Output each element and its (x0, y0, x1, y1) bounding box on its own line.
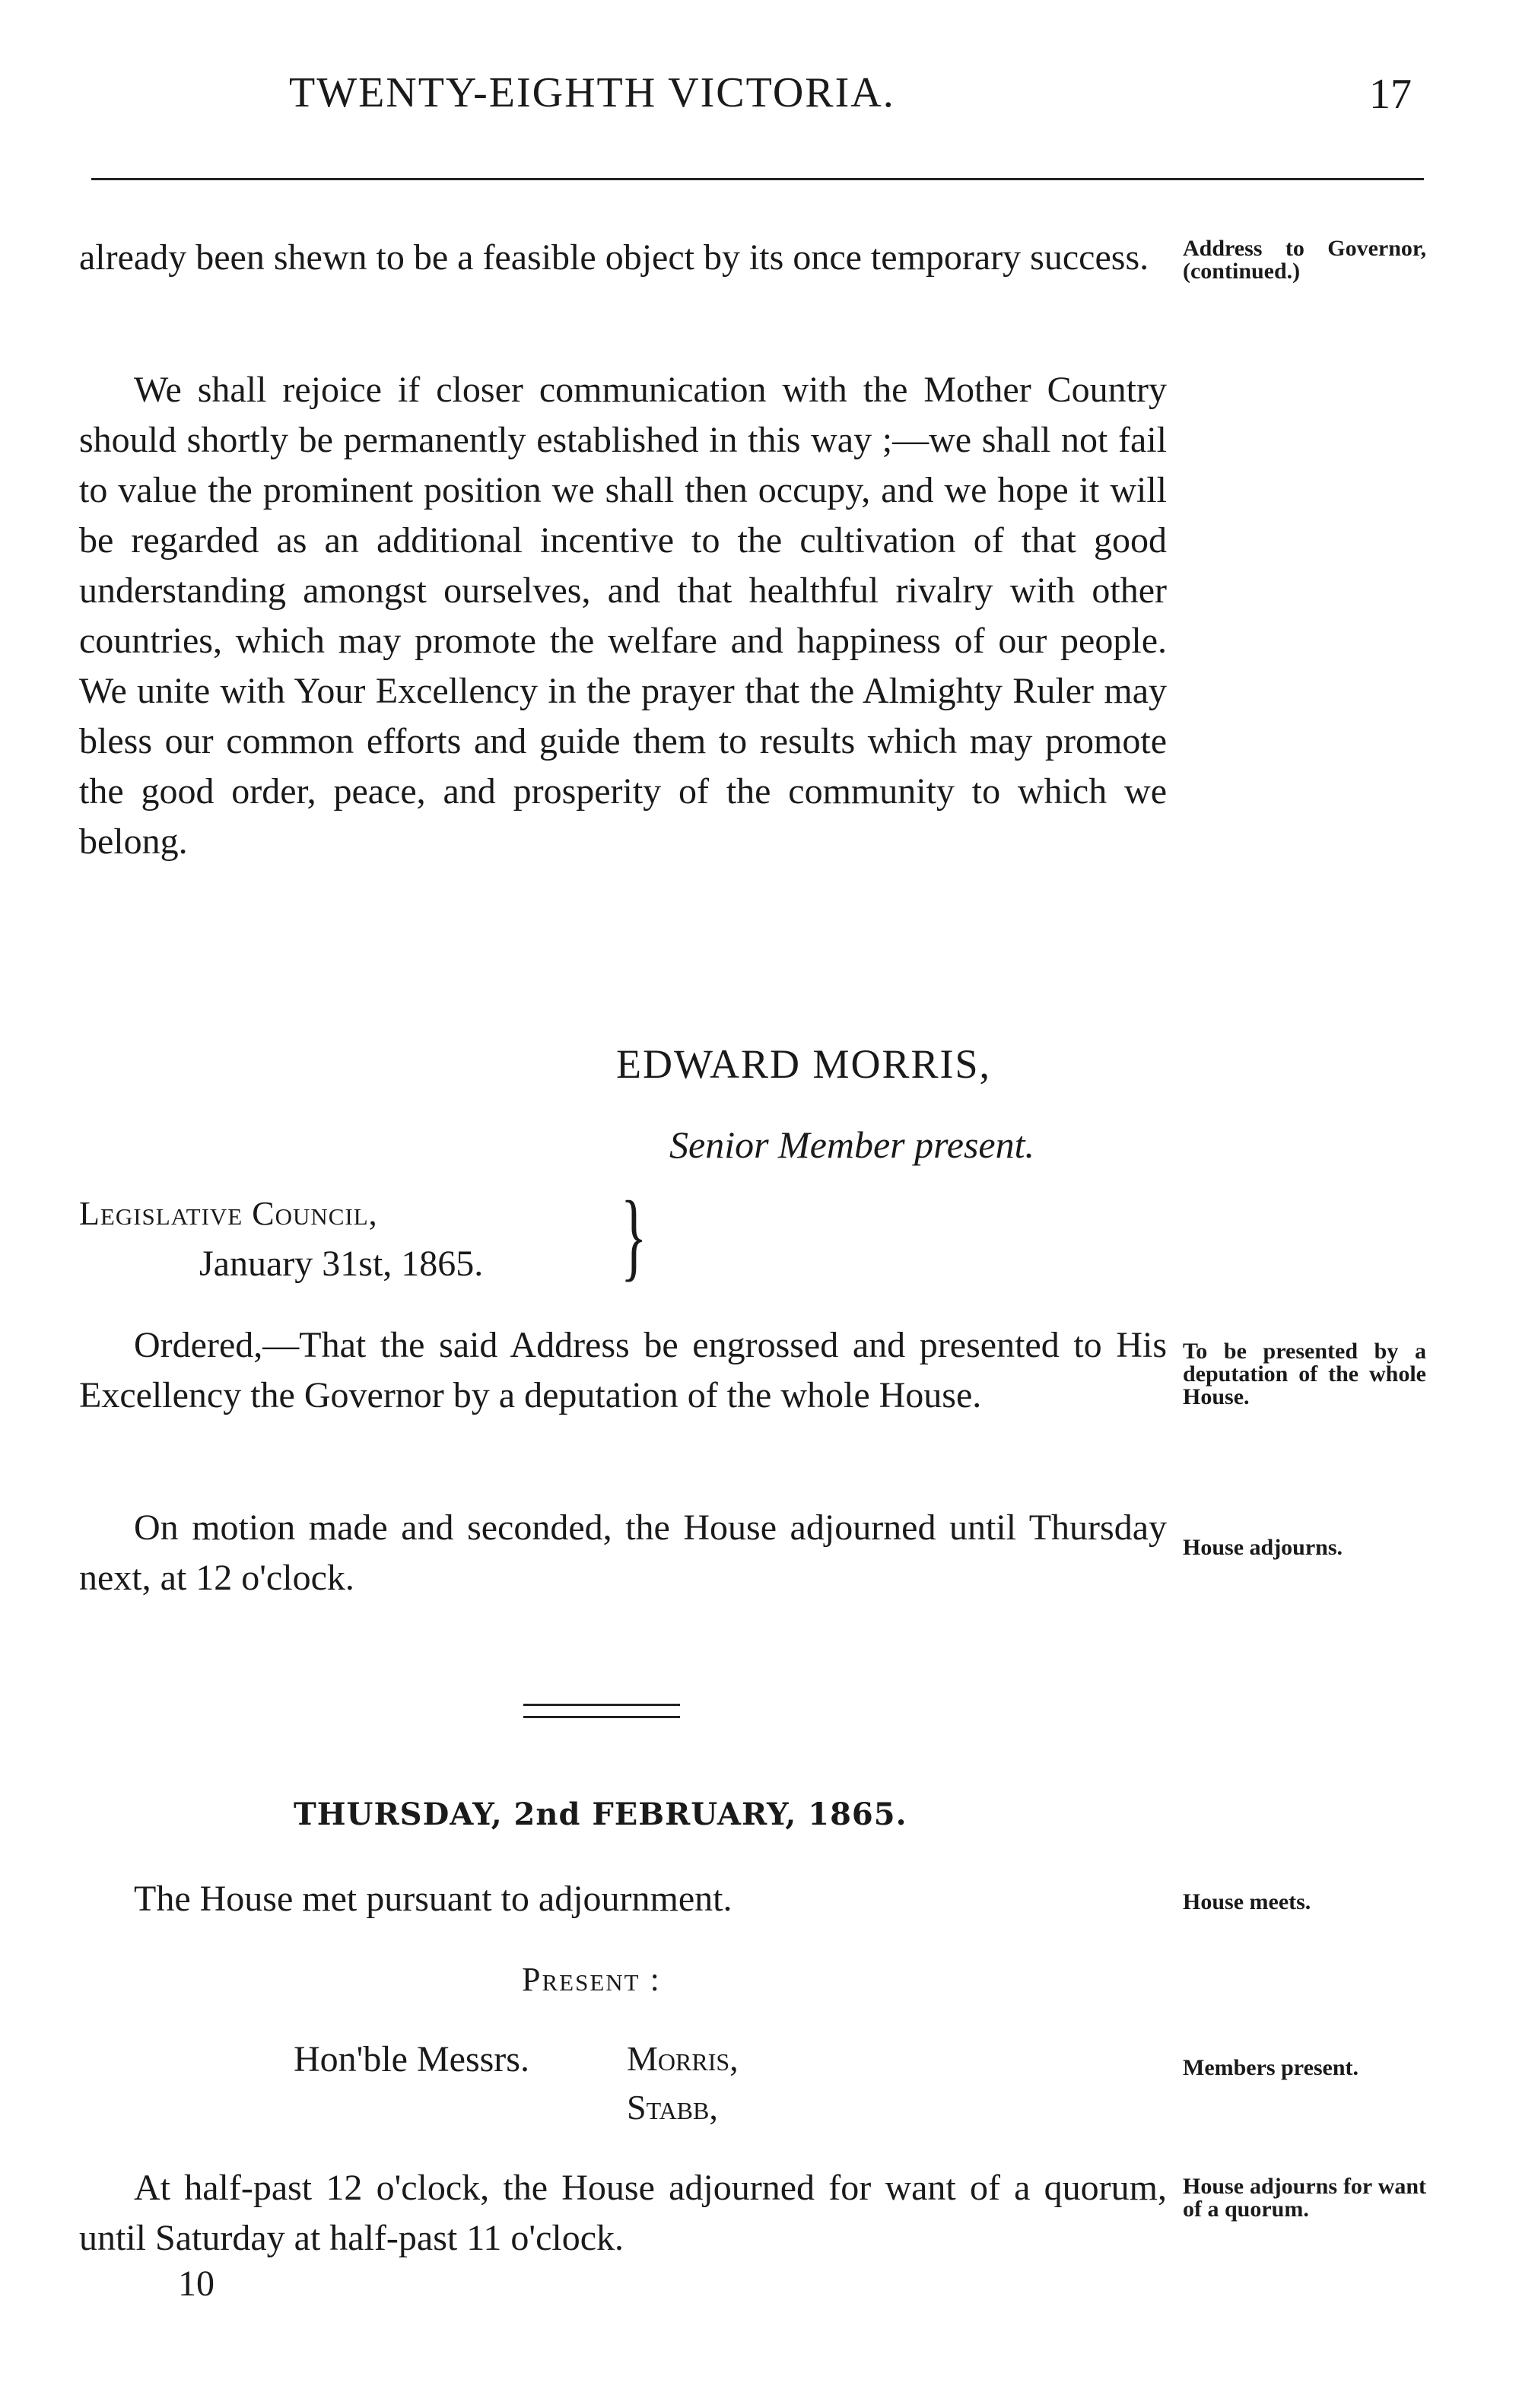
day-heading: THURSDAY, 2nd FEBRUARY, 1865. (294, 1796, 907, 1832)
header-rule (91, 178, 1424, 180)
section-rule-bottom (523, 1716, 680, 1718)
members-label: Hon'ble Messrs. (294, 2039, 529, 2079)
member-name: Stabb, (627, 2088, 718, 2127)
page-number: 17 (1369, 71, 1412, 118)
dateline-date: January 31st, 1865. (199, 1244, 484, 1284)
section-rule-top (523, 1704, 680, 1706)
margin-note-adjourns: House adjourns. (1183, 1535, 1343, 1560)
running-header: TWENTY-EIGHTH VICTORIA. (289, 69, 895, 116)
dateline-council-text: Legislative Council, (79, 1195, 378, 1232)
dateline-council (79, 1194, 378, 1233)
member-name: Morris, (627, 2039, 739, 2078)
brace-mark: } (621, 1181, 647, 1291)
paragraph-quorum: At half-past 12 o'clock, the House adjourned for want of a quorum, until Saturday at half-past 11 o'clock. (79, 2168, 1167, 2258)
margin-note-members-present: Members present. (1183, 2055, 1359, 2080)
present-heading: Present : (522, 1961, 661, 1998)
margin-note-presented: To be presented by a deputation of the whole House. (1183, 1339, 1426, 1409)
paragraph-adjourned: On motion made and seconded, the House adjourned until Thursday next, at 12 o'clock. (79, 1507, 1167, 1598)
paragraph-continuation: already been shewn to be a feasible object by its once temporary success. (79, 237, 1149, 278)
signature-name: EDWARD MORRIS, (616, 1041, 992, 1087)
paragraph-ordered: Ordered,—That the said Address be engrossed and presented to His Excellency the Governor by a deputation of the whole House. (79, 1325, 1167, 1415)
printer-signature-mark: 10 (178, 2263, 215, 2304)
margin-note-address: Address to Governor, (continued.) (1183, 236, 1426, 284)
margin-note-quorum: House adjourns for want of a quorum. (1183, 2174, 1426, 2222)
margin-note-meets: House meets. (1183, 1889, 1311, 1914)
signature-title: Senior Member present. (669, 1123, 1034, 1166)
paragraph-met: The House met pursuant to adjournment. (134, 1879, 732, 1919)
paragraph-address: We shall rejoice if closer communication with the Mother Country should shortly be permanently established in this way ;—we shall not fail to value the prominent position we shall then occupy, and we hope it will be regarded as an additional incentive to the cultivation of that good understanding amongst ourselves, and that healthful rivalry with other countries, which may promote the welfare and happiness of our people. We unite with Your Excellency in the prayer that the Almighty Ruler may bless our common efforts and guide them to results which may promote the good order, peace, and prosperity of the community to which we belong. (79, 370, 1167, 862)
